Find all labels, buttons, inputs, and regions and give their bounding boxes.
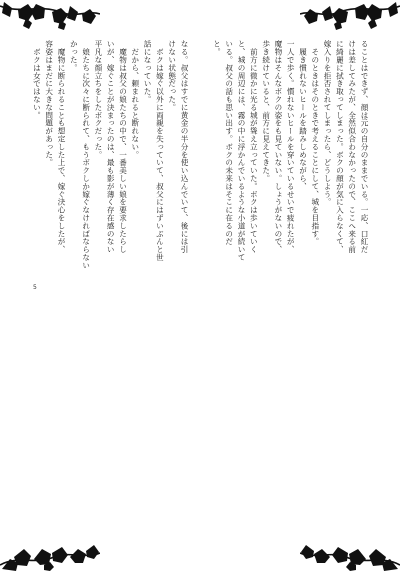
text-line: 容姿はまだに大きな問題があった。	[44, 40, 54, 167]
ivy-ornament-bottom-right	[300, 535, 400, 571]
text-line: と、城の周辺には、霧の中に浮かんでいるような小道が続いて	[237, 40, 247, 262]
text-line: 魔物に断られることも想定した上で、嫁ぐ決心をしたが、	[57, 40, 67, 254]
text-line: 魔物は叔父の娘たちの中で、一番美しい娘を要求したらし	[118, 40, 128, 254]
text-line: いが、嫁ぐことが決まったのは、最も影が薄く存在感のない	[106, 40, 116, 254]
ivy-ornament-top-left	[0, 0, 100, 32]
text-line: 平凡な顔立ちをしたボクだった。	[93, 40, 103, 159]
ivy-ornament-bottom-left	[0, 535, 100, 571]
text-line: ボクは嫁ぐ以外に両親を失っていて、叔父にはずいぶんと世	[155, 40, 165, 262]
text-line: けない状態だった。	[167, 40, 177, 112]
page-number: 5	[33, 284, 37, 291]
text-line: 前方に微かに光る城が聳え立っていた。ボクは歩いていく	[249, 40, 259, 254]
text-line: かった。	[69, 40, 79, 72]
text-column-left	[30, 40, 190, 530]
text-line: 話になっていた。	[143, 40, 153, 104]
text-line: 魔物はそんなボクの姿をも見ていない。しょうがないので、	[273, 40, 283, 254]
text-line: けは差してみたが、全然似合わなかったので、ここへ来る前	[347, 40, 357, 254]
text-line: そのときはそのときで考えることにして、城を目指す。	[310, 40, 320, 246]
text-line: 娘たちに次々に断られて、もうボクしか嫁ぐなければならない	[81, 40, 91, 270]
text-line: いる。叔父の話も思い出す。ボクの未来はそこに在るのだ	[224, 40, 234, 246]
text-line: 一人で歩く。慣れないヒールを穿いているせいで疲れたが、	[286, 40, 296, 254]
text-line: なる。叔父はすでに黄金の半分を使い込んでいて、後には引	[180, 40, 189, 254]
text-line: ることはできず、顔は元の自分のままでいる。一応、口紅だ	[360, 40, 369, 254]
text-line: 歩き続けていると、前方に見えてきた。	[261, 40, 271, 183]
ivy-ornament-top-right	[300, 0, 400, 32]
text-line: ボクは女ではない。	[32, 40, 42, 119]
text-line: だから、頼まれると断れない。	[130, 40, 140, 159]
text-line: 嫁入りを拒否されてしまったら、どうしよう。	[323, 40, 333, 206]
text-column-right	[210, 40, 370, 530]
text-line: 履き慣れないヒールを踏みしめながら、	[298, 40, 308, 191]
text-line: に綺麗に拭き取ってしまった。ボクの顔が気に入らなくて、	[335, 40, 345, 254]
text-line: と。	[212, 40, 222, 56]
